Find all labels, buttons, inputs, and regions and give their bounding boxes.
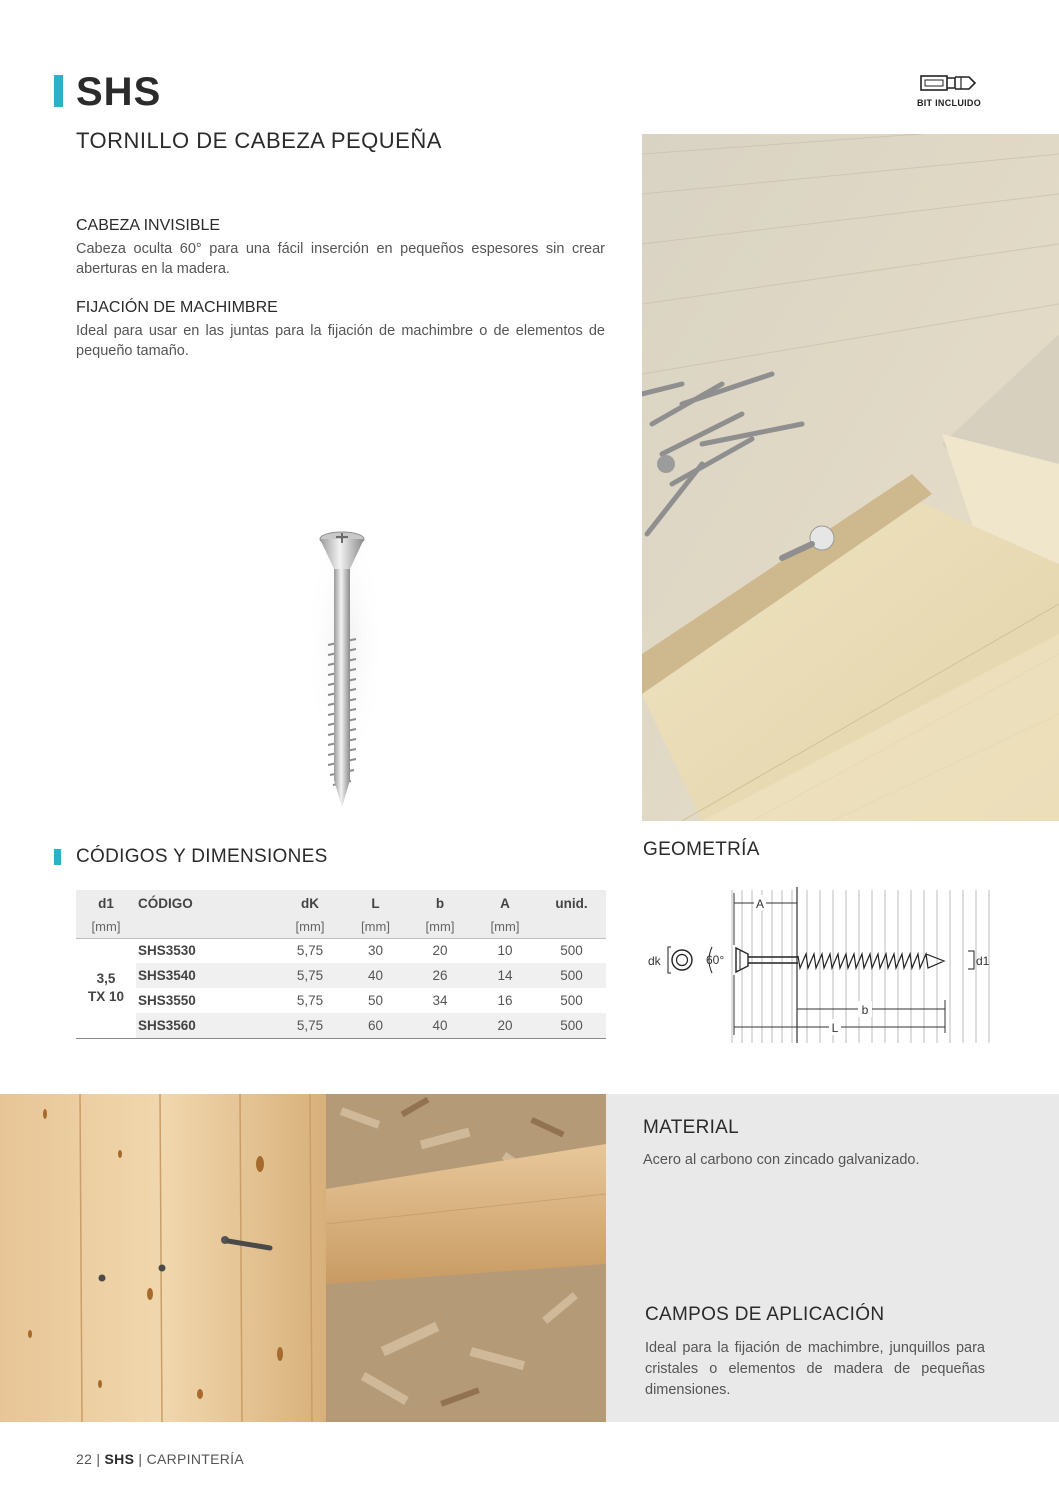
angle-label: 60° [706,953,725,967]
dk-cell: 5,75 [296,993,324,1008]
unit-d1: [mm] [76,916,136,938]
feature-heading-invisible-head: CABEZA INVISIBLE [76,217,221,234]
dim-label-a: A [755,897,765,911]
unit-unid [537,916,606,938]
unid-cell: 500 [537,963,606,988]
geometry-diagram [642,885,994,1045]
dk-cell: 5,75 [276,963,344,988]
feature-text-tongue-groove: Ideal para usar en las juntas para la fijación de machimbre o de elementos de pequeño tamaño. [76,323,605,359]
unit-A: [mm] [473,916,537,938]
table-units-row [76,916,606,938]
col-L: L [344,890,407,916]
col-d1: d1 [76,890,136,916]
L-cell: 30 [367,943,384,959]
col-A: A [473,890,537,916]
code-cell: SHS3550 [138,993,196,1008]
L-cell: 50 [367,993,384,1008]
A-cell: 10 [497,943,513,959]
diameter-value: 3,5 [96,971,116,986]
application-photo-wood-panel [0,1094,606,1422]
drive-value: TX 10 [87,989,125,1004]
dim-label-dk: dk [648,954,661,968]
table-row [76,1013,606,1038]
A-cell: 14 [473,963,537,988]
dk-cell: 5,75 [296,943,324,959]
code-cell: SHS3540 [136,963,276,988]
codes-section-title: CÓDIGOS Y DIMENSIONES [76,846,328,867]
dim-label-d1: d1 [976,954,990,968]
hero-photo-flooring [642,134,1059,821]
table-row [76,963,606,988]
col-unid: unid. [537,890,606,916]
codes-accent-bar [54,849,61,865]
col-b: b [407,890,473,916]
table-header-row [76,890,606,916]
material-text: Acero al carbono con zincado galvanizado. [643,1152,920,1168]
footer-product: SHS [104,1451,135,1467]
bit-included-label: BIT INCLUIDO [916,98,982,108]
unid-cell: 500 [537,1013,606,1038]
dk-cell: 5,75 [276,1013,344,1038]
A-cell: 16 [497,993,513,1008]
footer-category: CARPINTERÍA [146,1451,244,1467]
dim-label-b: b [861,1003,869,1017]
unit-b: [mm] [407,916,473,938]
b-cell: 34 [432,993,448,1008]
code-cell: SHS3560 [136,1013,276,1038]
unid-cell: 500 [560,993,583,1008]
col-dk: dK [276,890,344,916]
L-cell: 60 [344,1013,407,1038]
A-cell: 20 [473,1013,537,1038]
footer-separator: | [96,1451,101,1467]
screw-product-image [300,525,390,815]
material-title: MATERIAL [643,1117,740,1138]
unit-L: [mm] [344,916,407,938]
unit-dk: [mm] [276,916,344,938]
diameter-cell [76,938,136,1038]
code-cell: SHS3530 [138,943,196,959]
geometry-title: GEOMETRÍA [643,839,760,860]
feature-heading-tongue-groove: FIJACIÓN DE MACHIMBRE [76,299,278,316]
dim-label-l: L [831,1021,839,1035]
L-cell: 40 [344,963,407,988]
b-cell: 20 [432,943,448,959]
table-row [76,988,606,1013]
page-title: SHS [76,70,162,114]
page-subtitle: TORNILLO DE CABEZA PEQUEÑA [76,128,442,153]
b-cell: 40 [407,1013,473,1038]
col-code: CÓDIGO [136,890,276,916]
table-row [76,938,606,963]
codes-table [76,890,606,1039]
title-accent-bar [54,75,63,107]
unit-code [136,916,276,938]
applications-title: CAMPOS DE APLICACIÓN [645,1304,885,1325]
page-footer [76,1451,244,1467]
applications-text: Ideal para la fijación de machimbre, junquillos para cristales o elementos de madera de pequeñas dimensiones. [645,1340,985,1398]
page-number: 22 [76,1451,93,1467]
screwdriver-bit-icon [919,72,977,94]
unid-cell: 500 [560,943,583,959]
footer-separator: | [138,1451,143,1467]
b-cell: 26 [407,963,473,988]
feature-text-invisible-head: Cabeza oculta 60° para una fácil inserción en pequeños espesores sin crear aberturas en la madera. [76,241,605,277]
